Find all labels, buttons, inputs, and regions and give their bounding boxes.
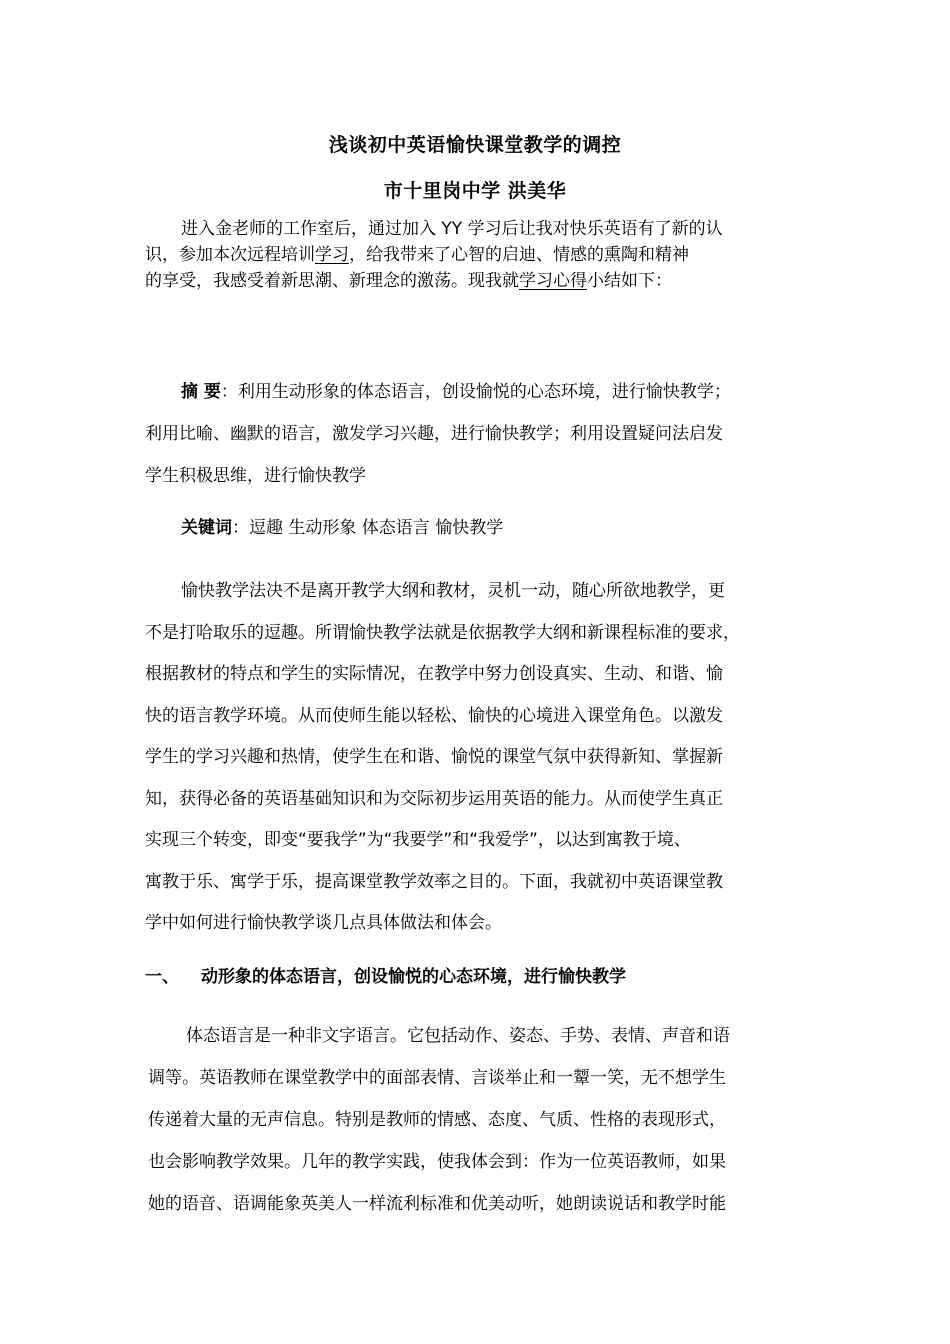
abstract-line: 学生积极思维，进行愉快教学 bbox=[145, 466, 366, 486]
document-author: 市十里岗中学 洪美华 bbox=[383, 180, 567, 202]
keywords-label: 关键词 bbox=[181, 518, 232, 538]
abstract-line: 利用比喻、幽默的语言，激发学习兴趣，进行愉快教学；利用设置疑问法启发 bbox=[145, 424, 723, 444]
body-line: 学生的学习兴趣和热情，使学生在和谐、愉悦的课堂气氛中获得新知、掌握新 bbox=[145, 747, 723, 767]
body-line: 调等。英语教师在课堂教学中的面部表情、言谈举止和一颦一笑，无不想学生 bbox=[148, 1068, 726, 1088]
section-heading bbox=[145, 962, 626, 987]
body-line: 快的语言教学环境。从而使师生能以轻松、愉快的心境进入课堂角色。以激发 bbox=[145, 705, 723, 726]
document-title: 浅谈初中英语愉快课堂教学的调控 bbox=[328, 134, 622, 156]
intro-paragraph bbox=[145, 216, 810, 294]
body-line: 愉快教学法决不是离开教学大纲和教材，灵机一动，随心所欲地教学，更 bbox=[181, 581, 725, 601]
study-notes-link[interactable]: 学习心得 bbox=[519, 271, 587, 291]
body-paragraph-1 bbox=[145, 571, 810, 945]
intro-line: 进入金老师的工作室后，通过加入 YY 学习后让我对快乐英语有了新的认 bbox=[181, 219, 723, 239]
abstract-paragraph bbox=[145, 371, 810, 497]
abstract-label: 摘 要 bbox=[181, 382, 221, 402]
intro-line: 识，参加本次远程培训学习，给我带来了心智的启迪、情感的熏陶和精神 bbox=[145, 245, 689, 265]
keywords-text: ：逗趣 生动形象 体态语言 愉快教学 bbox=[232, 518, 504, 538]
body-line: 传递着大量的无声信息。特别是教师的情感、态度、气质、性格的表现形式， bbox=[148, 1110, 726, 1130]
body-line: 体态语言是一种非文字语言。它包括动作、姿态、手势、表情、声音和语 bbox=[186, 1026, 730, 1046]
body-line: 也会影响教学效果。几年的教学实践，使我体会到：作为一位英语教师，如果 bbox=[148, 1152, 726, 1172]
abstract-line: 摘 要：利用生动形象的体态语言，创设愉悦的心态环境，进行愉快教学； bbox=[181, 382, 731, 402]
body-line: 知，获得必备的英语基础知识和为交际初步运用英语的能力。从而使学生真正 bbox=[145, 788, 723, 809]
study-link[interactable]: 学习 bbox=[315, 245, 349, 265]
body-line: 不是打哈取乐的逗趣。所谓愉快教学法就是依据教学大纲和新课程标准的要求， bbox=[145, 622, 740, 643]
section-title: 动形象的体态语言，创设愉悦的心态环境，进行愉快教学 bbox=[201, 967, 626, 987]
body-paragraph-2 bbox=[148, 1015, 813, 1225]
body-line: 根据教材的特点和学生的实际情况，在教学中努力创设真实、生动、和谐、愉 bbox=[145, 664, 723, 684]
body-line: 她的语音、语调能象英美人一样流利标准和优美动听，她朗读说话和教学时能 bbox=[148, 1194, 726, 1214]
body-line: 学中如何进行愉快教学谈几点具体做法和体会。 bbox=[145, 913, 502, 933]
intro-line: 的享受，我感受着新思潮、新理念的激荡。现我就学习心得小结如下： bbox=[145, 271, 672, 291]
section-number: 一、 bbox=[145, 967, 179, 987]
keywords-paragraph bbox=[145, 514, 810, 542]
body-line: 实现三个转变，即变“要我学”为“我要学”和“我爱学”，以达到寓教于境、 bbox=[145, 830, 691, 850]
body-line: 寓教于乐、寓学于乐，提高课堂教学效率之目的。下面，我就初中英语课堂教 bbox=[145, 871, 723, 892]
